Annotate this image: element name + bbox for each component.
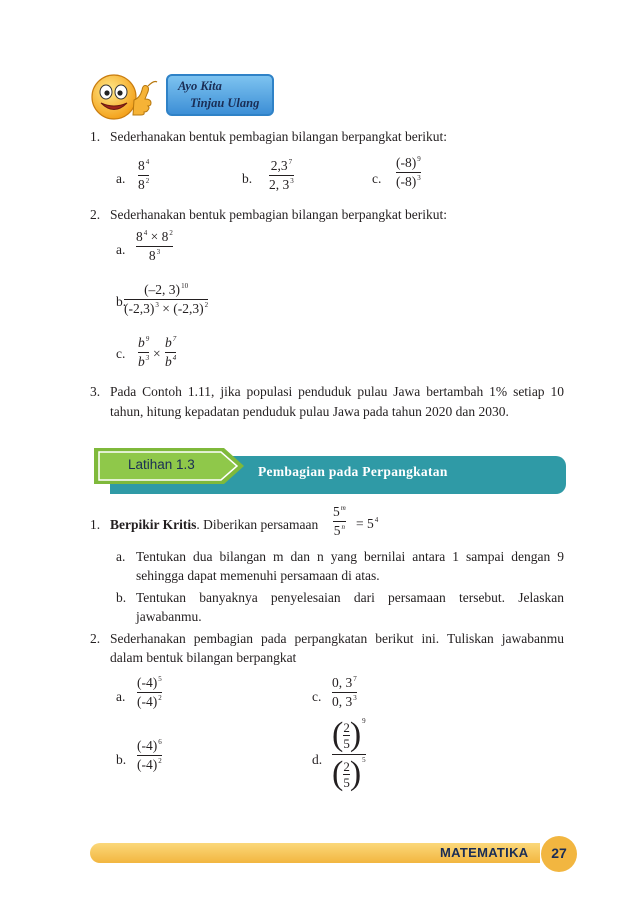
- lat-q2b-fraction: $(-4)^6$ $(-4)^2$: [137, 738, 162, 772]
- smiley-mascot-icon: [86, 70, 166, 122]
- ayo-q1c-fraction: $(-8)^9$ $(-8)^3$: [396, 155, 421, 189]
- lat-q2-line1: Sederhanakan pembagian pada perpangkatan berikut ini. Tuliskan jawabanmu: [110, 631, 564, 646]
- ayo-q1a-fraction: $8^4$ $8^2$: [138, 158, 150, 192]
- lat-q2-number: 2.: [90, 631, 101, 646]
- ayo-q2b-fraction: (–2, 3)$^{10}$ $(-2,3)^3 \times (-2,3)^2$: [124, 282, 209, 316]
- lat-q1a-label: a.: [116, 549, 126, 564]
- ayo-q2c-times: ×: [153, 346, 161, 361]
- lat-q1b-label: b.: [116, 590, 127, 605]
- ayo-q2a-fraction: $8^4 \times 8^2$ $8^3$: [136, 229, 173, 263]
- ayo-q1b-label: b.: [242, 171, 253, 186]
- lat-q1b-line1: Tentukan banyaknya penyelesaian dari persamaan tersebut. Jelaskan: [136, 590, 564, 605]
- ayo-q2-number: 2.: [90, 207, 101, 222]
- lat-q1-equation-fraction: 5$^m$ 5$^n$: [333, 504, 346, 538]
- ayo-q3-number: 3.: [90, 384, 101, 399]
- latihan-tab-label: Latihan 1.3: [128, 457, 195, 472]
- ayo-q2c-fraction2: $b^7$ $b^4$: [165, 335, 177, 369]
- ayo-q1b-fraction: $2,3^7$ 2, $3^3$: [269, 158, 294, 192]
- lat-q1-equation-rhs: = $5^4$: [356, 516, 379, 531]
- ayo-q1-text: Sederhanakan bentuk pembagian bilangan berpangkat berikut:: [110, 129, 448, 144]
- lat-q1-rest: . Diberikan persamaan: [196, 517, 319, 532]
- lat-q1-bold: Berpikir Kritis: [110, 517, 197, 532]
- lat-q2d-label: d.: [312, 752, 323, 767]
- lat-q2a-label: a.: [116, 689, 126, 704]
- ayo-q1c-label: c.: [372, 171, 382, 186]
- lat-q2a-fraction: $(-4)^5$ $(-4)^2$: [137, 675, 162, 709]
- ayo-q2a-label: a.: [116, 242, 126, 257]
- ayo-q2c-fraction1: $b^9$ $b^3$: [138, 335, 150, 369]
- badge-line1: Ayo Kita: [178, 79, 222, 93]
- lat-q1-text: [110, 517, 318, 533]
- ayo-q2b-label: b.: [116, 294, 127, 309]
- ayo-kita-badge: [166, 74, 274, 116]
- lat-q2d-fraction: ( 2 5 ) $^9$ ( 2 5 ) $^5$: [332, 716, 366, 792]
- ayo-q2c-label: c.: [116, 346, 126, 361]
- lat-q2b-label: b.: [116, 752, 127, 767]
- ayo-q3-line1: Pada Contoh 1.11, jika populasi penduduk pulau Jawa bertambah 1% setiap 10: [110, 384, 564, 399]
- lat-q2c-fraction: 0, $3^7$ 0, $3^3$: [332, 675, 357, 709]
- lat-q2c-label: c.: [312, 689, 322, 704]
- badge-line2: Tinjau Ulang: [190, 96, 260, 110]
- page-number: 27: [551, 845, 567, 861]
- lat-q1-number: 1.: [90, 517, 101, 532]
- latihan-title: Pembagian pada Perpangkatan: [258, 464, 448, 479]
- ayo-q2-text: Sederhanakan bentuk pembagian bilangan berpangkat berikut:: [110, 207, 448, 222]
- ayo-q1-number: 1.: [90, 129, 101, 144]
- footer-book-title: MATEMATIKA: [440, 845, 529, 860]
- lat-q1a-line2: sehingga dapat memenuhi persamaan di atas.: [136, 568, 380, 583]
- lat-q1a-line1: Tentukan dua bilangan m dan n yang bernilai antara 1 sampai dengan 9: [136, 549, 564, 564]
- lat-q2-line2: dalam bentuk bilangan berpangkat: [110, 650, 297, 665]
- ayo-q1a-label: a.: [116, 171, 126, 186]
- lat-q1b-line2: jawabanmu.: [136, 609, 202, 624]
- ayo-q3-line2: tahun, hitung kepadatan penduduk pulau Jawa pada tahun 2020 dan 2030.: [110, 404, 509, 419]
